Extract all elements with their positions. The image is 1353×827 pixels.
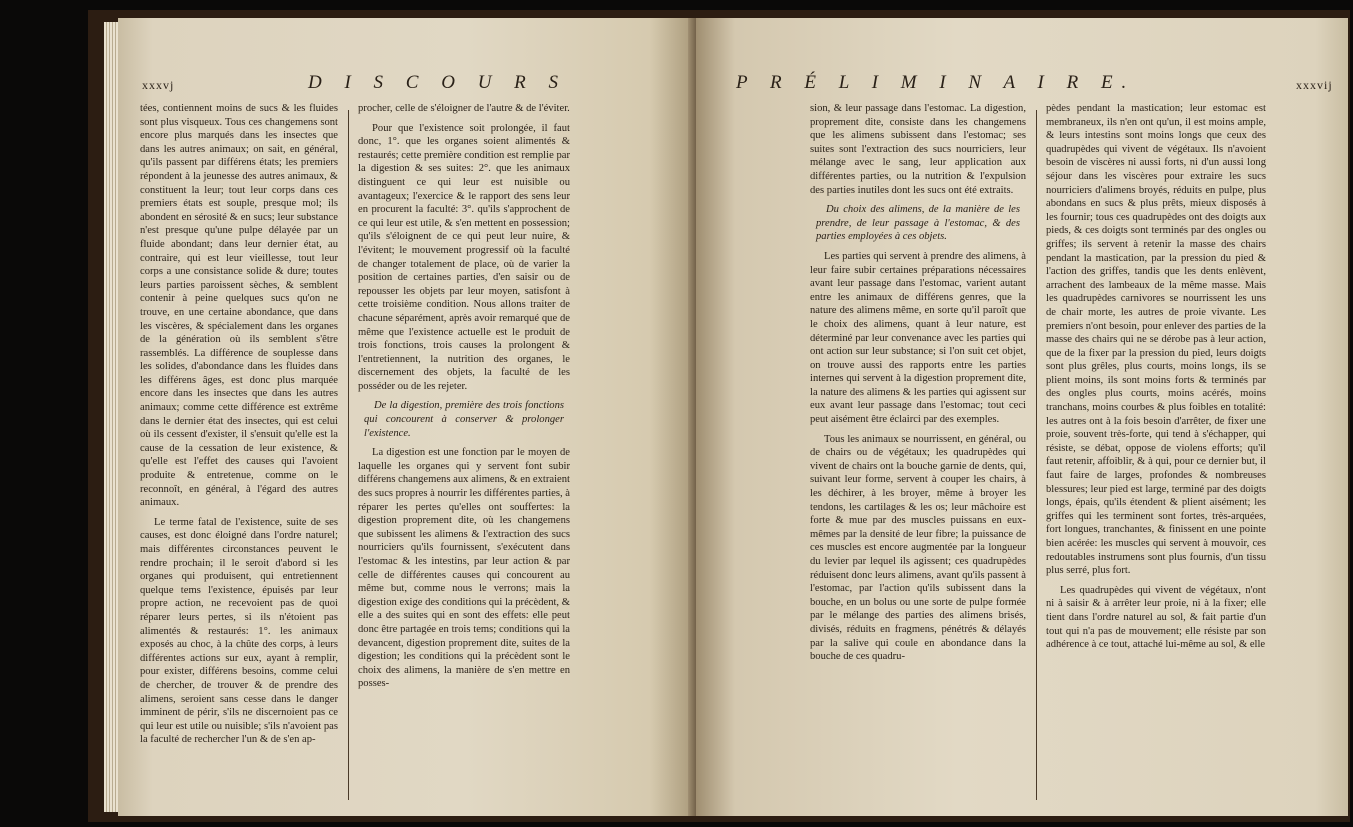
left-page — [118, 18, 696, 816]
right-page-number: xxxvij — [1296, 78, 1333, 92]
book-spread — [88, 10, 1350, 822]
paragraph: procher, celle de s'éloigner de l'autre & de l'éviter. — [358, 103, 570, 114]
paragraph: Pour que l'existence soit prolongée, il faut donc, 1°. que les organes soient alimentés & restaurés; cette première condition est remplie par la digestion & ses suites: 2°. que les animaux distinguent ce qui leur est nuisible ou avantageux; l'exercice & le rapport des sens leur en procurent la faculté: 3°. qu'ils s'approchent de ce qui leur est utile, & s'en mettent en possession; qu'ils s'éloignent de ce qui peut leur nuire, & l'évitent; le mouvement progressif où la faculté de changer totalement de place, où de varier la position de certaines parties, d'en saisir ou de repousser les objets par leur moyen, satisfont à cette troisième condition. Nous allons traiter de chacune séparément, après avoir remarqué que de même que l'existence actuelle est le produit de trois fonctions, trois causes la prolongent & l'entretiennent, la nutrition des organes, le discernement des objets, la faculté de les posséder ou de les rejeter. — [358, 122, 570, 392]
paragraph: Les parties qui servent à prendre des alimens, à leur faire subir certaines préparations nécessaires avant leur passage dans l'estomac, varient autant entre les animaux de différens genres, que la nature des alimens même, en sorte qu'il paroît que le choix des alimens, quant à leur nature, est déterminé par leur convenance avec les parties qui ont action sur leur substance; si l'on suit cet objet, on trouve aussi des rapports entre les parties internes qui servent à la digestion proprement dite, la nature des alimens & les parties qui agissent sur eux avant leur passage dans l'estomac; tout ceci peut aisément être éclairci par des exemples. — [810, 250, 1026, 426]
section-heading: De la digestion, première des trois fonctions qui concourent à conserver & prolonger l'existence. — [364, 400, 564, 439]
paragraph: pèdes pendant la mastication; leur estomac est membraneux, ils n'en ont qu'un, il est moins ample, & leurs intestins sont moins longs que ceux des quadrupèdes qui vivent de végétaux. Ils n'avoient besoin de viscères ni aussi forts, ni d'un aussi long séjour dans les viscères pour extraire les sucs nourriciers d'alimens broyés, réduits en pulpe, plus abondans en sucs & plus prêts, mieux disposés à les fournir; tous ces quadrupèdes ont des doigts aux pieds, & ces doigts sont terminés par des ongles ou griffes; ils servent à retenir la masse des chairs pendant la mastication, par la pression du pied & l'action des griffes, tandis que les dents enlèvent, arrachent des lambeaux de la même masse. Mais les quadrupèdes carnivores se nourrissent les uns de chair morte, les autres de proie vivante. Les premiers n'ont besoin, pour enlever des parties de la masse des chairs qui ne se dérobe pas à leur action, que de la fixer par la pression du pied, leurs doigts sont plus grêles, plus courts, moins longs, ils se plient moins, ils sont moins forts & terminés par des ongles plus courts, moins acérés, moins tranchans, moins courbes & plus foibles en totalité: les autres ont à la fois besoin d'arrêter, de fixer une proie, souvent très-forte, qui tend à s'échapper, qui résiste, se débat, oppose de violens efforts; qu'il faut retenir, affoiblir, & à qui, pour ce dernier but, il faut faire de larges, profondes & nombreuses blessures; leur pied est large, terminé par des doigts longs, épais, qu'ils étendent & plient aisément; les griffes qui les terminent sont fortes, très-arquées, fort longues, tranchantes, & finissent en une pointe bien acérée: les muscles qui servent à mouvoir, ces redoutables instrumens sont plus fournis, d'un tissu plus serré, plus fort. — [1046, 103, 1266, 577]
right-running-head: P R É L I M I N A I R E. — [736, 72, 1136, 93]
left-column-2 — [358, 102, 570, 697]
paragraph: sion, & leur passage dans l'estomac. La digestion, proprement dite, consiste dans les changemens que les alimens subissent dans l'estomac; ses suites sont l'extraction des sucs nourriciers, leur mélange avec le sang, leur application aux différentes parties, ou la nutrition & l'expulsion des parties inutiles dont les sucs ont été extraits. — [810, 103, 1026, 196]
paragraph: Tous les animaux se nourrissent, en général, ou de chairs ou de végétaux; les quadrupèdes qui vivent de chairs ont la bouche garnie de dents, qui, suivant leur forme, servent à couper les chairs, à les déchirer, à les broyer, même à broyer les tendons, les cartilages & les os; leur mâchoire est forte & mue par des muscles puissans en eux-mêmes par la densité de leur fibre; la puissance de ces muscles est encore augmentée par la longueur du levier par lequel ils agissent; ces quadrupèdes réduisent donc leurs alimens, avant qu'ils passent à l'estomac, par l'action qu'ils subissent dans la bouche, en un bolus ou une sorte de pulpe formée par le mélange des parties des alimens brisés, divisés, réduits en fragmens, pénétrés & délayés par la salive qui coule en abondance dans la bouche de ces quadru- — [810, 433, 1026, 663]
right-page — [696, 18, 1348, 816]
section-heading: Du choix des alimens, de la manière de les prendre, de leur passage à l'estomac, & des parties employées à ces objets. — [816, 204, 1020, 243]
column-divider — [348, 110, 349, 800]
left-page-number: xxxvj — [142, 78, 175, 92]
paragraph: Le terme fatal de l'existence, suite de ses causes, est donc éloigné dans l'ordre naturel; mais différentes circonstances peuvent le rendre prochain; il le seroit d'abord si les organes qui produisent, qui entretiennent quelque tems l'existence, épuisés par leur propre action, ne recevoient pas de quoi réparer leurs pertes, si ils n'étoient pas alimentés & restaurés: 1°. les animaux exposés au choc, à la chûte des corps, à leurs différentes actions sur eux, ayant à remplir, pour exister, différens besoins, comme celui de chercher, de trouver & de prendre des alimens, seroient sans cesse dans le danger imminent de périr, s'ils ne discernoient pas ce qui leur est utile ou nuisible; s'ils n'avoient pas la faculté de rechercher l'un & de s'en ap- — [140, 516, 338, 746]
right-column-2 — [1046, 102, 1266, 658]
paragraph: tées, contiennent moins de sucs & les fluides sont plus visqueux. Tous ces changemens sont encore plus marqués dans les insectes que dans les autres animaux; on sait, en général, qu'ils passent par différens états; les premiers répondent à la jeunesse des autres animaux, & constituent la leur; tout leur corps dans ces premiers états est souple, presque mol; ils abondent en sérosité & en sucs; leur substance n'est presque qu'une pulpe délayée par un fluide abondant; dans leur dernier état, au contraire, qui est leur vieillesse, tout leur corps a une consistance solide & dure; toutes leurs parties paroissent sèches, & semblent contenir à peine quelques sucs qu'on ne trouve, en une certaine abondance, que dans les viscères, & spécialement dans les organes de la génération où ils semblent s'être rassemblés. La différence de souplesse dans les solides, d'abondance dans les fluides dans les différens âges, est donc plus marquée encore dans les insectes que dans les autres animaux; comme cette différence est extrême dans le dernier état des insectes, qui est celui où ils cessent d'exister, il s'ensuit qu'elle est la cause de la cessation de leur existence, & qu'elle est l'effet des causes qui l'avoient produite & entretenue, comme on le reconnoît, en général, à l'égard des autres animaux. — [140, 103, 338, 509]
paragraph: La digestion est une fonction par le moyen de laquelle les organes qui y servent font subir différens changemens aux alimens, & en extraient des sucs propres à nourrir les différentes parties, à réparer les pertes qu'elles ont souffertes: la digestion proprement dite, où les changemens que subissent les alimens & l'extraction des sucs nourriciers qu'ils fournissent, s'exécutent dans l'estomac & les intestins, par leur action & par celle de différentes causes qui concourent au même but, comme nous le verrons; mais la digestion exige des conditions qui la précèdent, & elle a des suites qui en sont des effets: elle peut donc être partagée en trois tems; conditions qui la devancent, digestion proprement dite, suites de la digestion; les conditions qui la précèdent sont le choix des alimens, la manière de s'en mettre en posses- — [358, 447, 570, 690]
column-divider — [1036, 110, 1037, 800]
paragraph: Les quadrupèdes qui vivent de végétaux, n'ont ni à saisir & à arrêter leur proie, ni à la fixer; elle tient dans l'ordre naturel au sol, & fait partie d'un tout qui n'a pas de mouvement; elle résiste par son adhérence à ce tout, attaché lui-même au sol, & elle — [1046, 584, 1266, 651]
right-column-1 — [810, 102, 1026, 670]
left-column-1 — [140, 102, 338, 753]
left-running-head: D I S C O U R S — [308, 72, 568, 93]
